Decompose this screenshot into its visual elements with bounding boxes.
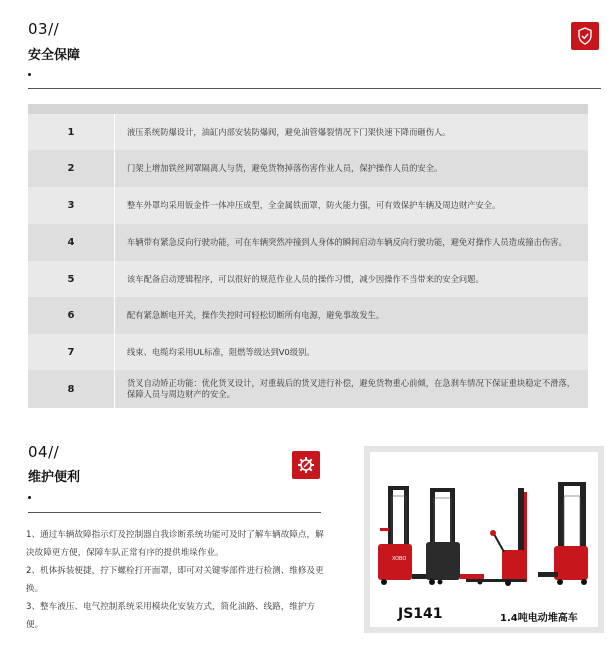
row-description: 车辆带有紧急反向行驶功能，可在车辆突然冲撞到人身体的瞬间启动车辆反向行驶功能，避免对操作人员造成撞击伤害。	[127, 237, 567, 247]
row-number: 2	[67, 163, 75, 174]
maintenance-paragraph: 2、机体拆装便捷，拧下螺栓打开面罩，即可对关键零部件进行检测、维修及更换。	[26, 566, 324, 594]
gear-wrench-icon	[292, 451, 320, 479]
row-description: 液压系统防爆设计，油缸内部安装防爆阀，避免油管爆裂情况下门架快速下降而砸伤人。	[127, 126, 451, 137]
bullet-dot	[28, 496, 31, 499]
maintenance-paragraph: 3、整车液压、电气控制系统采用模块化安装方式，简化油路、线路，维护方便。	[26, 602, 316, 630]
section-number: 03//	[28, 20, 60, 38]
product-photo-frame	[364, 446, 604, 633]
table-row	[28, 261, 588, 297]
table-row	[28, 187, 588, 224]
stacker-truck-red-right	[538, 482, 588, 585]
section-title: 维护便利	[28, 470, 81, 485]
table-header	[28, 104, 588, 114]
table-row	[28, 224, 588, 261]
table-row	[28, 370, 588, 408]
table-row	[28, 114, 588, 150]
table-row	[28, 150, 588, 187]
row-number: 7	[67, 346, 75, 358]
row-number: 1	[67, 126, 75, 138]
section-divider	[28, 88, 601, 89]
row-number: 5	[67, 273, 75, 285]
table-row	[28, 297, 588, 334]
stacker-illustration	[370, 452, 598, 592]
row-number: 8	[67, 383, 75, 395]
row-description: 该车配备启动逻辑程序，可以很好的规范作业人员的操作习惯，减少因操作不当带来的安全问题。	[127, 273, 484, 284]
row-number: 6	[67, 310, 75, 321]
brand-logo: XOBO	[392, 556, 407, 562]
section-divider	[28, 512, 321, 513]
row-number: 3	[67, 200, 75, 211]
product-model: JS141	[398, 606, 443, 622]
stacker-truck-side	[466, 488, 527, 586]
row-description: 门架上增加铁丝网罩隔离人与货，避免货物掉落伤害作业人员，保护操作人员的安全。	[127, 163, 443, 173]
row-number: 4	[67, 237, 75, 248]
maintenance-paragraph: 1、通过车辆故障指示灯及控制器自我诊断系统功能可及时了解车辆故障点，解决故障更方便，保障车队正常有序的提供堆垛作业。	[26, 530, 324, 558]
product-description: 1.4吨电动堆高车	[500, 613, 578, 624]
product-photo	[370, 452, 598, 627]
safety-table	[28, 104, 588, 408]
stacker-truck-dark	[426, 488, 484, 585]
row-description: 整车外罩均采用钣金件一体冲压成型，全金属铁面罩，防火能力强，可有效保护车辆及周边财产安全。	[127, 200, 501, 210]
shield-icon	[571, 22, 599, 50]
table-row	[28, 334, 588, 370]
row-description: 配有紧急断电开关，操作失控时可轻松切断所有电源，避免事故发生。	[127, 310, 385, 320]
section-number: 04//	[28, 443, 60, 461]
row-description: 货叉自动矫正功能：优化货叉设计，对重载后的货叉进行补偿，避免货物重心前倾，在急刹车情况下保证重块稳定不滑落，保障人员与周边财产的安全。	[127, 378, 576, 399]
bullet-dot	[28, 73, 31, 76]
row-description: 线束、电缆均采用UL标准，阻燃等级达到V0级别。	[127, 346, 315, 357]
section-title: 安全保障	[28, 48, 81, 63]
